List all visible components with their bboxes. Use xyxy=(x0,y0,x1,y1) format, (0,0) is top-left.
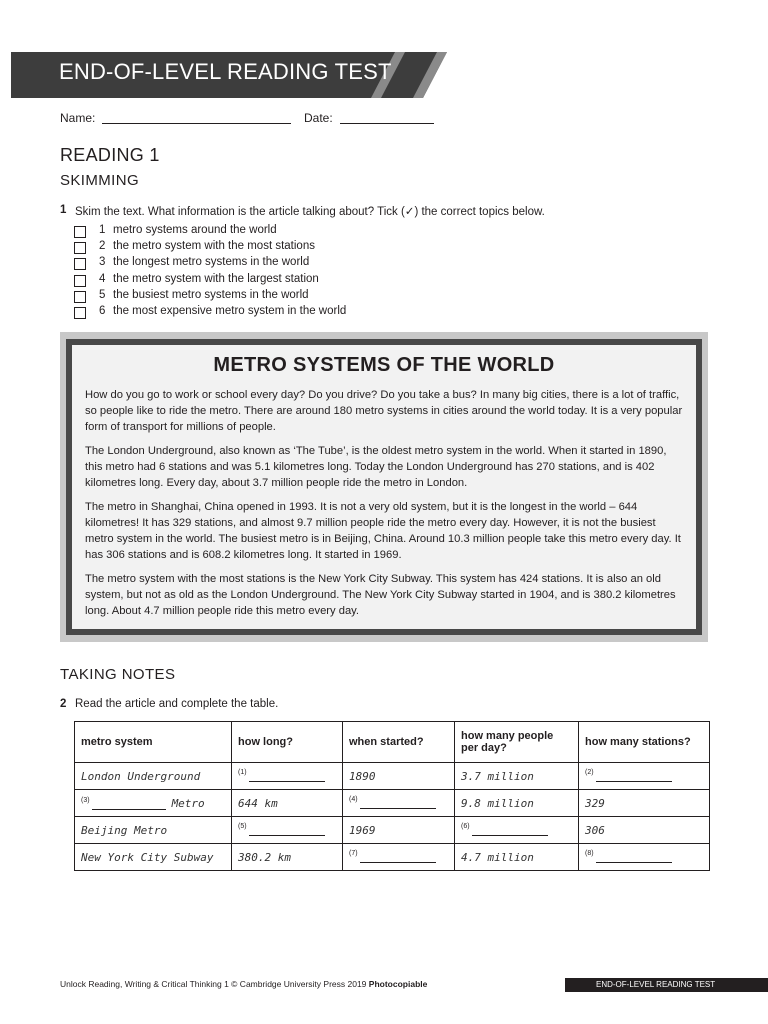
article-paragraph: The metro in Shanghai, China opened in 1993. It is not a very old system, but it is the longest in the world – 644 kilometres! It has 329 stations, and almost 9.7 million people ride the metro every day. However, it is not the busiest metro system in the world. The busiest metro is in Beijing, China. Around 10.3 million people take this metro every day. It has 306 stations and is 608.2 kilometres long. It started in 1969. xyxy=(85,501,681,561)
topic-label: the metro system with the largest station xyxy=(113,272,319,285)
answer-blank-3[interactable]: (3) Metro xyxy=(81,796,205,810)
topic-number: 3 xyxy=(99,256,106,269)
topic-number: 5 xyxy=(99,288,106,301)
answer-blank-7[interactable]: (7) xyxy=(349,852,448,863)
date-field[interactable] xyxy=(340,123,434,124)
footer-photocopiable: Photocopiable xyxy=(368,979,428,989)
table-row xyxy=(75,817,710,844)
header-how-long: how long? xyxy=(232,722,343,763)
topic-label: the most expensive metro system in the world xyxy=(113,305,347,317)
article-title: METRO SYSTEMS OF THE WORLD xyxy=(213,354,555,376)
name-field[interactable] xyxy=(102,123,291,124)
cell-started: 1890 xyxy=(349,769,376,783)
table-row xyxy=(75,844,710,871)
cell-length: 644 km xyxy=(238,796,278,810)
cell-stations: 329 xyxy=(585,796,605,810)
article-paragraph: How do you go to work or school every day? Do you drive? Do you take a bus? In many big cities, there is a lot of traffic, so people like to ride the metro. There are around 180 metro systems in cities around the world today. It is a very popular form of transport for millions of people. xyxy=(85,389,683,433)
header-people-per-day: how many people per day? xyxy=(455,722,579,763)
article-paragraph: The metro system with the most stations is the New York City Subway. This system has 424 stations. It is also an old system, but not as old as the London Underground. The New York City Subway started in 1904, and is 380.2 kilometres long. About 4.7 million people ride this metro every day. xyxy=(85,573,676,617)
table-header-row xyxy=(75,722,710,763)
topic-checkbox[interactable] xyxy=(74,291,86,303)
footer-copyright xyxy=(60,979,427,989)
cell-system: New York City Subway xyxy=(81,850,214,864)
answer-blank-5[interactable]: (5) xyxy=(238,825,336,836)
topic-checkbox[interactable] xyxy=(74,258,86,270)
topic-checkbox[interactable] xyxy=(74,226,86,238)
topic-number: 1 xyxy=(99,224,106,236)
topic-number: 2 xyxy=(99,240,106,253)
footer-tag-label: END-OF-LEVEL READING TEST xyxy=(596,980,716,989)
answer-blank-2[interactable]: (2) xyxy=(585,771,703,782)
table-row xyxy=(75,790,710,817)
answer-blank-8[interactable]: (8) xyxy=(585,852,703,863)
cell-system-suffix: Metro xyxy=(171,796,205,810)
section-title: READING 1 xyxy=(60,145,160,165)
question-2-number: 2 xyxy=(60,698,67,710)
page-title: END-OF-LEVEL READING TEST xyxy=(59,59,392,84)
topic-number: 6 xyxy=(99,305,106,317)
topic-checkbox[interactable] xyxy=(74,275,86,287)
question-2-text: Read the article and complete the table. xyxy=(75,698,279,710)
cell-people: 3.7 million xyxy=(461,769,534,783)
article-paragraph: The London Underground, also known as ‘The Tube’, is the oldest metro system in the world. When it started in 1890, this metro had 6 stations and was 5.1 kilometres long. Today the London Underground has 270 stations, and is 402 kilometres long. Every day, about 3.7 million people ride the metro in London. xyxy=(85,445,667,489)
name-label: Name: xyxy=(60,111,96,125)
footer-copyright-text: Unlock Reading, Writing & Critical Thinking 1 © Cambridge University Press 2019 xyxy=(60,979,367,989)
footer-tag xyxy=(565,978,768,992)
topic-label: metro systems around the world xyxy=(113,224,277,236)
header-banner xyxy=(11,52,447,98)
topic-checkbox[interactable] xyxy=(74,242,86,254)
table-row xyxy=(75,763,710,790)
topic-checkbox[interactable] xyxy=(74,307,86,319)
topic-label: the longest metro systems in the world xyxy=(113,256,310,269)
notes-title: TAKING NOTES xyxy=(60,666,176,683)
topic-label: the busiest metro systems in the world xyxy=(113,288,309,301)
header-stations: how many stations? xyxy=(579,722,710,763)
topic-label: the metro system with the most stations xyxy=(113,240,315,253)
cell-people: 4.7 million xyxy=(461,850,534,864)
cell-started: 1969 xyxy=(349,823,376,837)
cell-stations: 306 xyxy=(585,823,605,837)
section-subtitle: SKIMMING xyxy=(60,172,140,189)
header-when-started: when started? xyxy=(343,722,455,763)
answer-blank-4[interactable]: (4) xyxy=(349,798,448,809)
cell-system: Beijing Metro xyxy=(81,823,168,837)
cell-length: 380.2 km xyxy=(238,850,291,864)
question-1-text: Skim the text. What information is the article talking about? Tick (✓) the correct topics below. xyxy=(75,206,545,218)
answer-blank-6[interactable]: (6) xyxy=(461,825,572,836)
date-label: Date: xyxy=(304,111,333,125)
answer-blank-1[interactable]: (1) xyxy=(238,771,336,782)
cell-people: 9.8 million xyxy=(461,796,534,810)
notes-table xyxy=(74,721,710,871)
topic-number: 4 xyxy=(99,272,106,285)
question-1-number: 1 xyxy=(60,204,67,216)
cell-system: London Underground xyxy=(81,769,201,783)
header-metro-system: metro system xyxy=(75,722,232,763)
